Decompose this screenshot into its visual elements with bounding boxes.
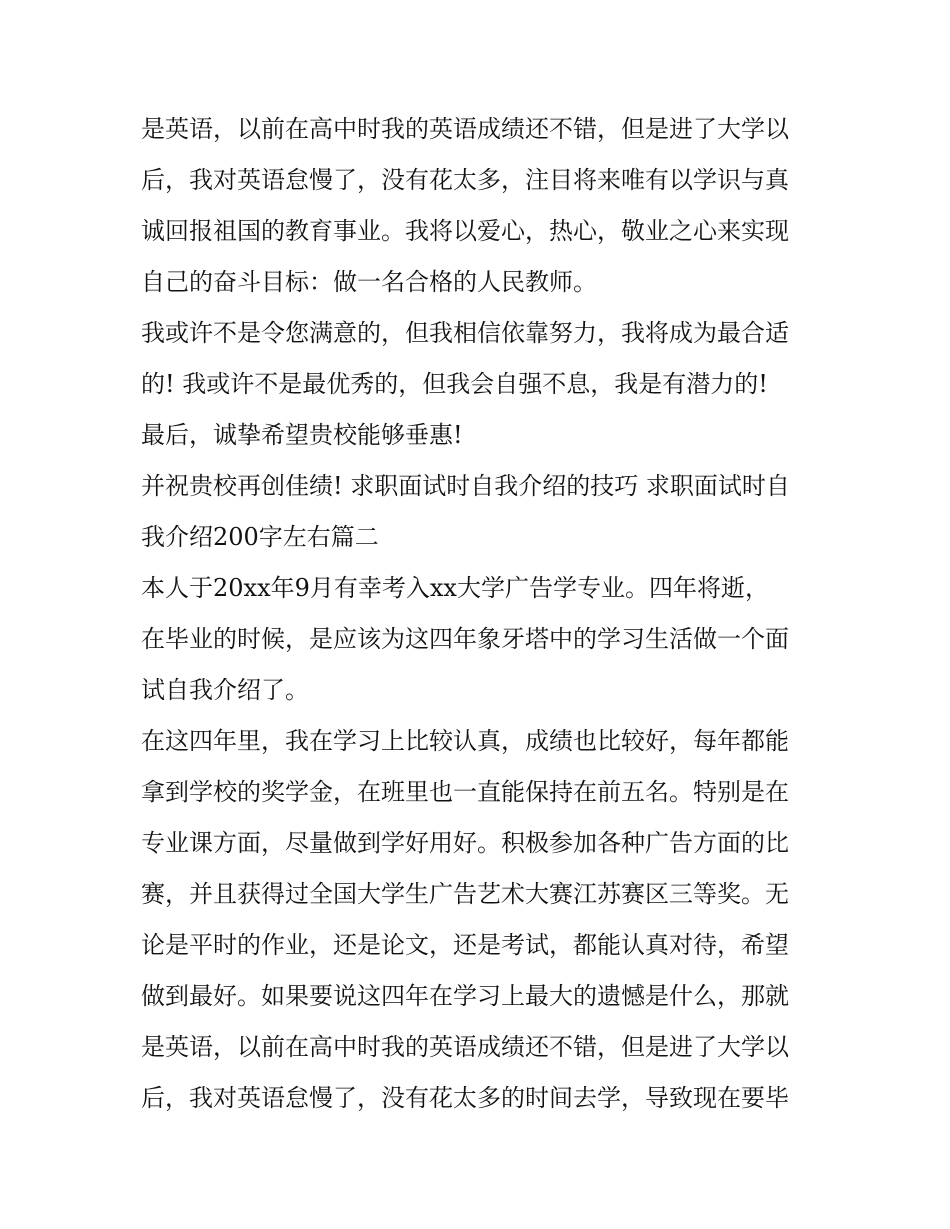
text-line: 试自我介绍了。 xyxy=(141,676,309,704)
text-line: 做到最好。如果要说这四年在学习上最大的遗憾是什么，那就 xyxy=(141,982,789,1010)
text-line: 在毕业的时候，是应该为这四年象牙塔中的学习生活做一个面 xyxy=(141,625,789,653)
text-line: 的! 我或许不是最优秀的，但我会自强不息，我是有潜力的! xyxy=(141,370,768,398)
text-line: 我介绍200字左右篇二 xyxy=(141,523,379,551)
text-line: 在这四年里，我在学习上比较认真，成绩也比较好，每年都能 xyxy=(141,727,789,755)
text-line: 后，我对英语怠慢了，没有花太多的时间去学，导致现在要毕 xyxy=(141,1084,789,1112)
body-text xyxy=(141,104,816,1124)
text-line: 最后，诚挚希望贵校能够垂惠! xyxy=(141,421,463,449)
text-line: 本人于20xx年9月有幸考入xx大学广告学专业。四年将逝， xyxy=(141,574,769,602)
text-line: 是英语，以前在高中时我的英语成绩还不错，但是进了大学以 xyxy=(141,115,789,143)
text-line: 拿到学校的奖学金，在班里也一直能保持在前五名。特别是在 xyxy=(141,778,789,806)
text-line: 赛，并且获得过全国大学生广告艺术大赛江苏赛区三等奖。无 xyxy=(141,880,789,908)
text-line: 诚回报祖国的教育事业。我将以爱心，热心，敬业之心来实现 xyxy=(141,217,789,245)
text-line: 后，我对英语怠慢了，没有花太多，注目将来唯有以学识与真 xyxy=(141,166,789,194)
text-line: 自己的奋斗目标：做一名合格的人民教师。 xyxy=(141,268,597,296)
text-line: 并祝贵校再创佳绩! 求职面试时自我介绍的技巧 求职面试时自 xyxy=(141,472,790,500)
text-line: 专业课方面，尽量做到学好用好。积极参加各种广告方面的比 xyxy=(141,829,789,857)
text-line: 是英语，以前在高中时我的英语成绩还不错，但是进了大学以 xyxy=(141,1033,789,1061)
text-line: 我或许不是令您满意的，但我相信依靠努力，我将成为最合适 xyxy=(141,319,789,347)
text-line: 论是平时的作业，还是论文，还是考试，都能认真对待，希望 xyxy=(141,931,789,959)
